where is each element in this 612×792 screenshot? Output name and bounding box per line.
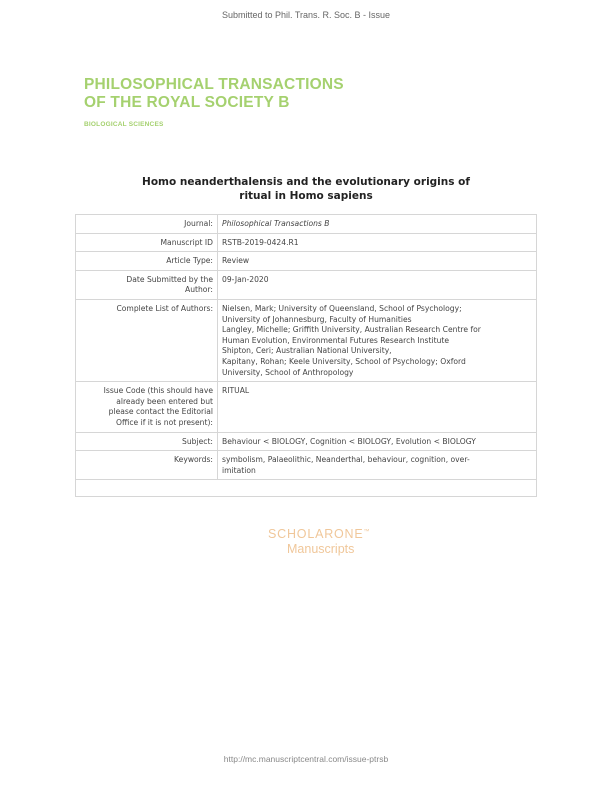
article-type-label: Article Type: xyxy=(76,252,218,271)
subject-label: Subject: xyxy=(76,432,218,451)
article-type-value: Review xyxy=(218,252,537,271)
keywords-value xyxy=(218,451,537,480)
submission-header: Submitted to Phil. Trans. R. Soc. B - Issue xyxy=(221,10,391,20)
journal-subtitle: BIOLOGICAL SCIENCES xyxy=(84,121,164,128)
issue-code-label-line: Issue Code (this should have xyxy=(103,386,213,396)
table-row-subject xyxy=(76,432,537,451)
author-line: University of Johannesburg, Faculty of Humanities xyxy=(222,314,412,324)
scholarone-manuscripts: Manuscripts xyxy=(287,542,355,556)
table-row-keywords xyxy=(76,451,537,480)
paper-title-line2: ritual in Homo sapiens xyxy=(239,190,373,202)
issue-code-label-line: please contact the Editorial xyxy=(108,407,213,417)
manuscript-id-value: RSTB-2019-0424.R1 xyxy=(218,233,537,252)
table-row-date-submitted xyxy=(76,270,537,299)
date-submitted-label-line2: Author: xyxy=(185,285,213,295)
issue-code-label-line: Office if it is not present): xyxy=(116,417,213,427)
paper-title-line1: Homo neanderthalensis and the evolutionary origins of xyxy=(142,176,470,188)
issue-code-label xyxy=(76,382,218,432)
table-row-authors xyxy=(76,299,537,381)
authors-value xyxy=(218,299,537,381)
author-line: Nielsen, Mark; University of Queensland, School of Psychology; xyxy=(222,303,462,313)
keywords-label: Keywords: xyxy=(76,451,218,480)
table-row-empty xyxy=(76,480,537,497)
subject-value: Behaviour < BIOLOGY, Cognition < BIOLOGY, Evolution < BIOLOGY xyxy=(218,432,537,451)
keywords-line2: imitation xyxy=(222,465,256,475)
manuscript-details-table xyxy=(75,214,537,497)
author-line: Kapitany, Rohan; Keele University, School of Psychology; Oxford xyxy=(222,356,466,366)
journal-logo xyxy=(84,76,344,128)
journal-label: Journal: xyxy=(76,215,218,234)
table-row-manuscript-id xyxy=(76,233,537,252)
table-row-issue-code xyxy=(76,382,537,432)
date-submitted-label xyxy=(76,270,218,299)
issue-code-label-line: already been entered but xyxy=(116,396,213,406)
author-line: Human Evolution, Environmental Futures Research Institute xyxy=(222,335,450,345)
journal-name-line1: PHILOSOPHICAL TRANSACTIONS xyxy=(84,76,344,93)
table-row-article-type xyxy=(76,252,537,271)
author-line: Langley, Michelle; Griffith University, Australian Research Centre for xyxy=(222,325,481,335)
scholarone-name: SCHOLARONE xyxy=(268,527,364,541)
scholarone-wordmark xyxy=(268,527,370,541)
authors-label: Complete List of Authors: xyxy=(76,299,218,381)
issue-code-value: RITUAL xyxy=(218,382,537,432)
scholarone-logo xyxy=(268,527,370,556)
trademark-mark: ™ xyxy=(363,528,370,535)
footer-url[interactable]: http://mc.manuscriptcentral.com/issue-ptrsb xyxy=(223,754,389,764)
empty-cell xyxy=(76,480,537,497)
author-line: University, School of Anthropology xyxy=(222,367,354,377)
date-submitted-value: 09-Jan-2020 xyxy=(218,270,537,299)
manuscript-id-label: Manuscript ID xyxy=(76,233,218,252)
keywords-line1: symbolism, Palaeolithic, Neanderthal, behaviour, cognition, over- xyxy=(222,455,470,465)
paper-title xyxy=(110,175,502,203)
table-row-journal xyxy=(76,215,537,234)
date-submitted-label-line1: Date Submitted by the xyxy=(126,274,213,284)
author-line: Shipton, Ceri; Australian National University, xyxy=(222,346,392,356)
journal-name-line2: OF THE ROYAL SOCIETY B xyxy=(84,94,290,111)
journal-value: Philosophical Transactions B xyxy=(218,215,537,234)
